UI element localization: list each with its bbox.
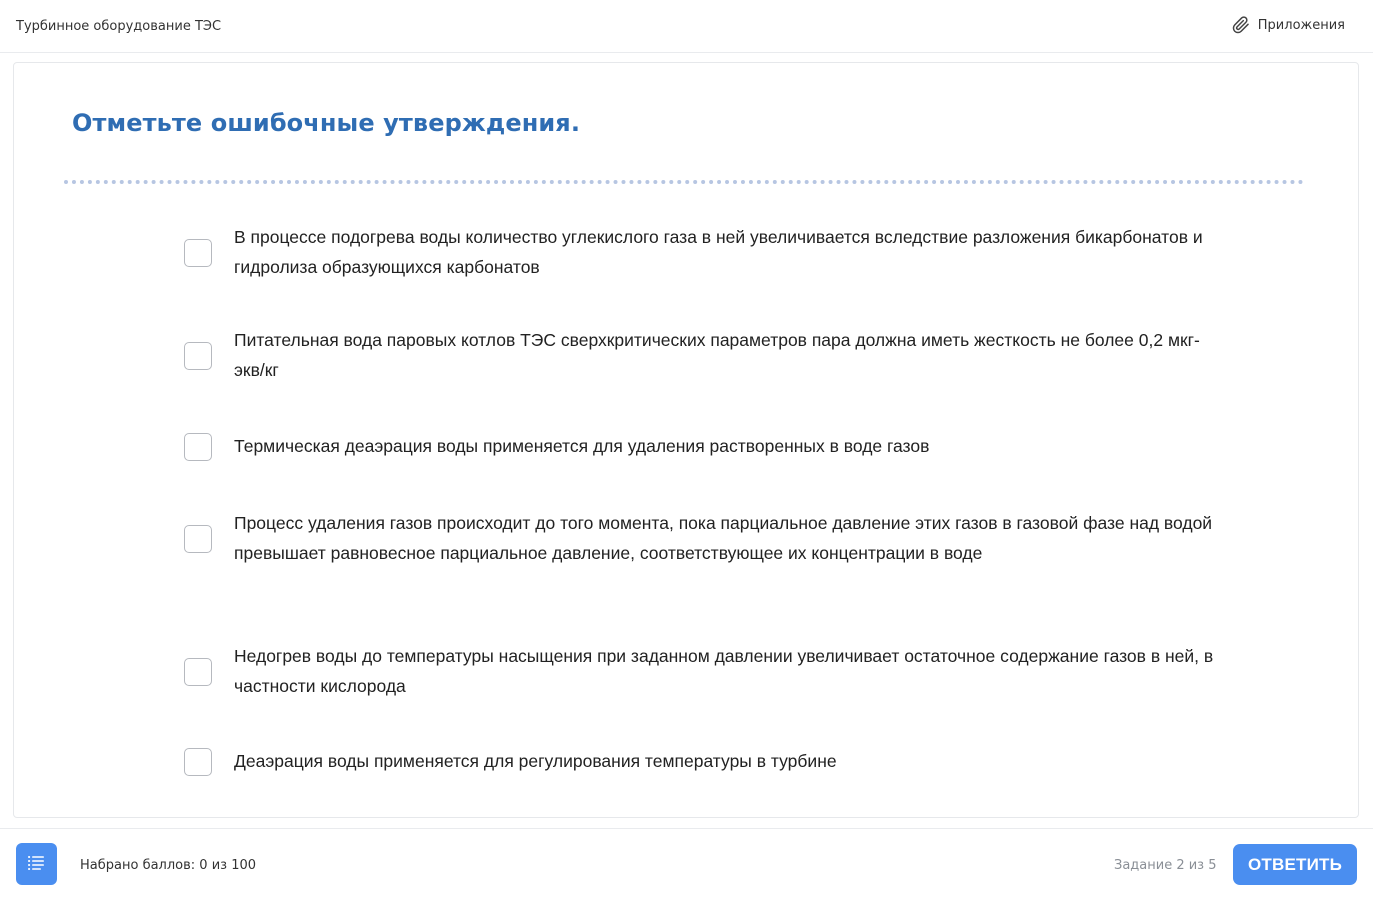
top-bar <box>0 0 1373 53</box>
answer-button[interactable]: ОТВЕТИТЬ <box>1233 844 1357 885</box>
option-checkbox[interactable] <box>184 342 212 370</box>
attachments-label: Приложения <box>1257 17 1345 33</box>
paperclip-icon <box>1232 16 1250 34</box>
option-checkbox[interactable] <box>184 239 212 267</box>
question-card <box>13 62 1359 818</box>
question-title: Отметьте ошибочные утверждения. <box>72 109 581 137</box>
option-text: Питательная вода паровых котлов ТЭС сверхкритических параметров пара должна иметь жесткость не более 0,2 мкг-экв/кг <box>234 330 1200 380</box>
option-6[interactable] <box>184 747 1214 777</box>
option-5[interactable] <box>184 642 1214 701</box>
option-3[interactable] <box>184 432 1214 462</box>
option-checkbox[interactable] <box>184 658 212 686</box>
score-text: Набрано баллов: 0 из 100 <box>80 858 257 873</box>
task-counter: Задание 2 из 5 <box>1114 858 1217 873</box>
footer-bar <box>0 828 1373 899</box>
option-checkbox[interactable] <box>184 748 212 776</box>
divider <box>64 180 1304 184</box>
option-text: Термическая деаэрация воды применяется для удаления растворенных в воде газов <box>234 436 930 456</box>
course-title: Турбинное оборудование ТЭС <box>16 19 222 34</box>
option-checkbox[interactable] <box>184 433 212 461</box>
option-text: Деаэрация воды применяется для регулирования температуры в турбине <box>234 751 837 771</box>
attachments-link[interactable] <box>1232 16 1345 34</box>
option-checkbox[interactable] <box>184 525 212 553</box>
option-text: Недогрев воды до температуры насыщения при заданном давлении увеличивает остаточное содержание газов в ней, в частности кислорода <box>234 646 1214 696</box>
option-text: Процесс удаления газов происходит до того момента, пока парциальное давление этих газов в газовой фазе над водой превышает равновесное парциальное давление, соответствующее их концентрации в воде <box>234 513 1213 563</box>
option-1[interactable] <box>184 223 1214 282</box>
option-4[interactable] <box>184 509 1214 568</box>
option-2[interactable] <box>184 326 1214 385</box>
task-list-button[interactable] <box>16 843 57 885</box>
option-text: В процессе подогрева воды количество углекислого газа в ней увеличивается вследствие разложения бикарбонатов и гидролиза образующихся карбонатов <box>234 227 1203 277</box>
list-icon <box>28 856 46 873</box>
